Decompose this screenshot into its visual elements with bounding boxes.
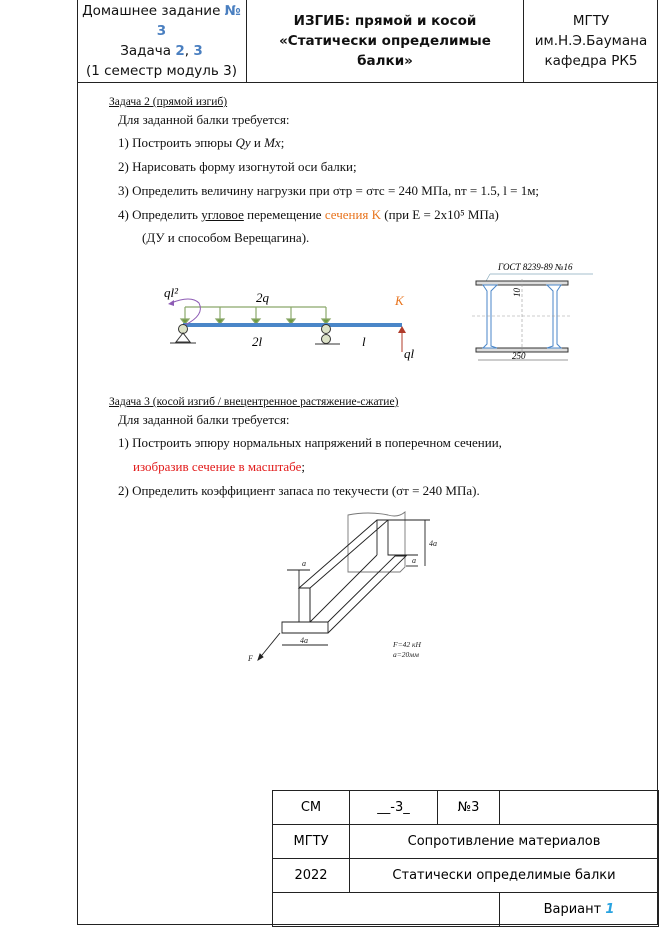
load-label: 2q bbox=[256, 290, 269, 305]
task3-title: Задача 3 (косой изгиб / внецентренное растяжение-сжатие) bbox=[109, 396, 399, 408]
dim-a2: a bbox=[412, 556, 416, 565]
title-line3: балки» bbox=[357, 53, 413, 69]
t: ; bbox=[280, 135, 285, 150]
t: 4) Определить bbox=[118, 207, 202, 222]
stamp-subject: Сопротивление материалов bbox=[350, 825, 659, 859]
title-line2: «Статически определимые bbox=[279, 33, 491, 49]
task2-item4-cont: (ДУ и способом Верещагина). bbox=[142, 230, 310, 245]
t: угловое bbox=[201, 207, 244, 222]
task3-intro: Для заданной балки требуется: bbox=[118, 412, 290, 427]
dim-4a-horizontal: 4a bbox=[300, 636, 308, 645]
t-beam-diagram bbox=[240, 500, 460, 670]
stamp-variant bbox=[500, 893, 659, 927]
task-label: Задача bbox=[120, 43, 176, 59]
task-2-number: 2 bbox=[175, 43, 185, 59]
stamp-cell bbox=[273, 893, 500, 927]
task2-item3: 3) Определить величину нагрузки при σтр = σтс = 240 МПа, nт = 1.5, l = 1м; bbox=[118, 183, 540, 198]
channel-section bbox=[472, 262, 593, 361]
task2-title: Задача 2 (прямой изгиб) bbox=[109, 96, 228, 108]
title-line1: ИЗГИБ: прямой и косой bbox=[293, 13, 477, 29]
variant-number: 1 bbox=[605, 902, 615, 917]
t: и bbox=[250, 135, 265, 150]
dim-250: 250 bbox=[512, 351, 526, 361]
univ-line2: им.Н.Э.Баумана bbox=[534, 33, 648, 49]
section-label: K bbox=[395, 293, 404, 308]
a-value: a=20мм bbox=[393, 650, 419, 659]
t: (при E = 2x10⁵ МПа) bbox=[381, 207, 499, 222]
force-label: ql bbox=[404, 346, 415, 361]
stamp-cell bbox=[500, 791, 659, 825]
task3-item1: 1) Построить эпюру нормальных напряжений в поперечном сечении, bbox=[118, 435, 502, 450]
beam-diagram bbox=[150, 255, 610, 370]
semester: (1 семестр модуль 3) bbox=[85, 63, 237, 79]
assignment-label: Домашнее задание bbox=[82, 3, 225, 19]
task2-item1 bbox=[118, 135, 284, 151]
task2-item2: 2) Нарисовать форму изогнутой оси балки; bbox=[118, 159, 357, 174]
stamp-cell: МГТУ bbox=[273, 825, 350, 859]
moment-label: ql² bbox=[164, 285, 179, 300]
gost-label: ГОСТ 8239-89 №16 bbox=[498, 262, 573, 272]
stamp-topic: Статически определимые балки bbox=[350, 859, 659, 893]
force-value: F=42 кН bbox=[393, 640, 421, 649]
univ-line1: МГТУ bbox=[572, 13, 610, 29]
t: 1) Построить эпюры bbox=[118, 135, 236, 150]
header-assignment bbox=[77, 0, 247, 82]
stamp-year: 2022 bbox=[273, 859, 350, 893]
t: ; bbox=[301, 459, 306, 474]
scale-note: изобразив сечение в масштабе bbox=[133, 459, 302, 474]
task2-intro: Для заданной балки требуется: bbox=[118, 112, 290, 127]
task3-item2: 2) Определить коэффициент запаса по текучести (σт = 240 МПа). bbox=[118, 483, 480, 498]
task2-item4 bbox=[118, 207, 499, 223]
univ-line3: кафедра РК5 bbox=[544, 53, 638, 69]
header-university bbox=[524, 0, 658, 82]
dim-a: a bbox=[302, 559, 306, 568]
assignment-number: № 3 bbox=[156, 3, 241, 39]
sep: , bbox=[184, 43, 194, 59]
dim-4a-vertical: 4a bbox=[429, 539, 437, 548]
t: перемещение bbox=[243, 207, 325, 222]
force-label: F bbox=[248, 654, 253, 663]
section-k: сечения K bbox=[324, 207, 382, 222]
dim-10: 10 bbox=[512, 288, 522, 297]
header bbox=[77, 0, 658, 83]
stamp-cell: СМ bbox=[273, 791, 350, 825]
mx: Mx bbox=[264, 135, 281, 150]
stamp-cell: __-3_ bbox=[350, 791, 438, 825]
span1-label: 2l bbox=[252, 334, 263, 349]
title-block bbox=[272, 790, 659, 927]
qy: Qy bbox=[235, 135, 251, 150]
task3-item1-cont bbox=[133, 459, 305, 475]
header-title bbox=[247, 0, 524, 82]
variant-label: Вариант bbox=[543, 902, 606, 917]
task-3-number: 3 bbox=[193, 43, 203, 59]
stamp-cell: №3 bbox=[438, 791, 500, 825]
span2-label: l bbox=[362, 334, 366, 349]
